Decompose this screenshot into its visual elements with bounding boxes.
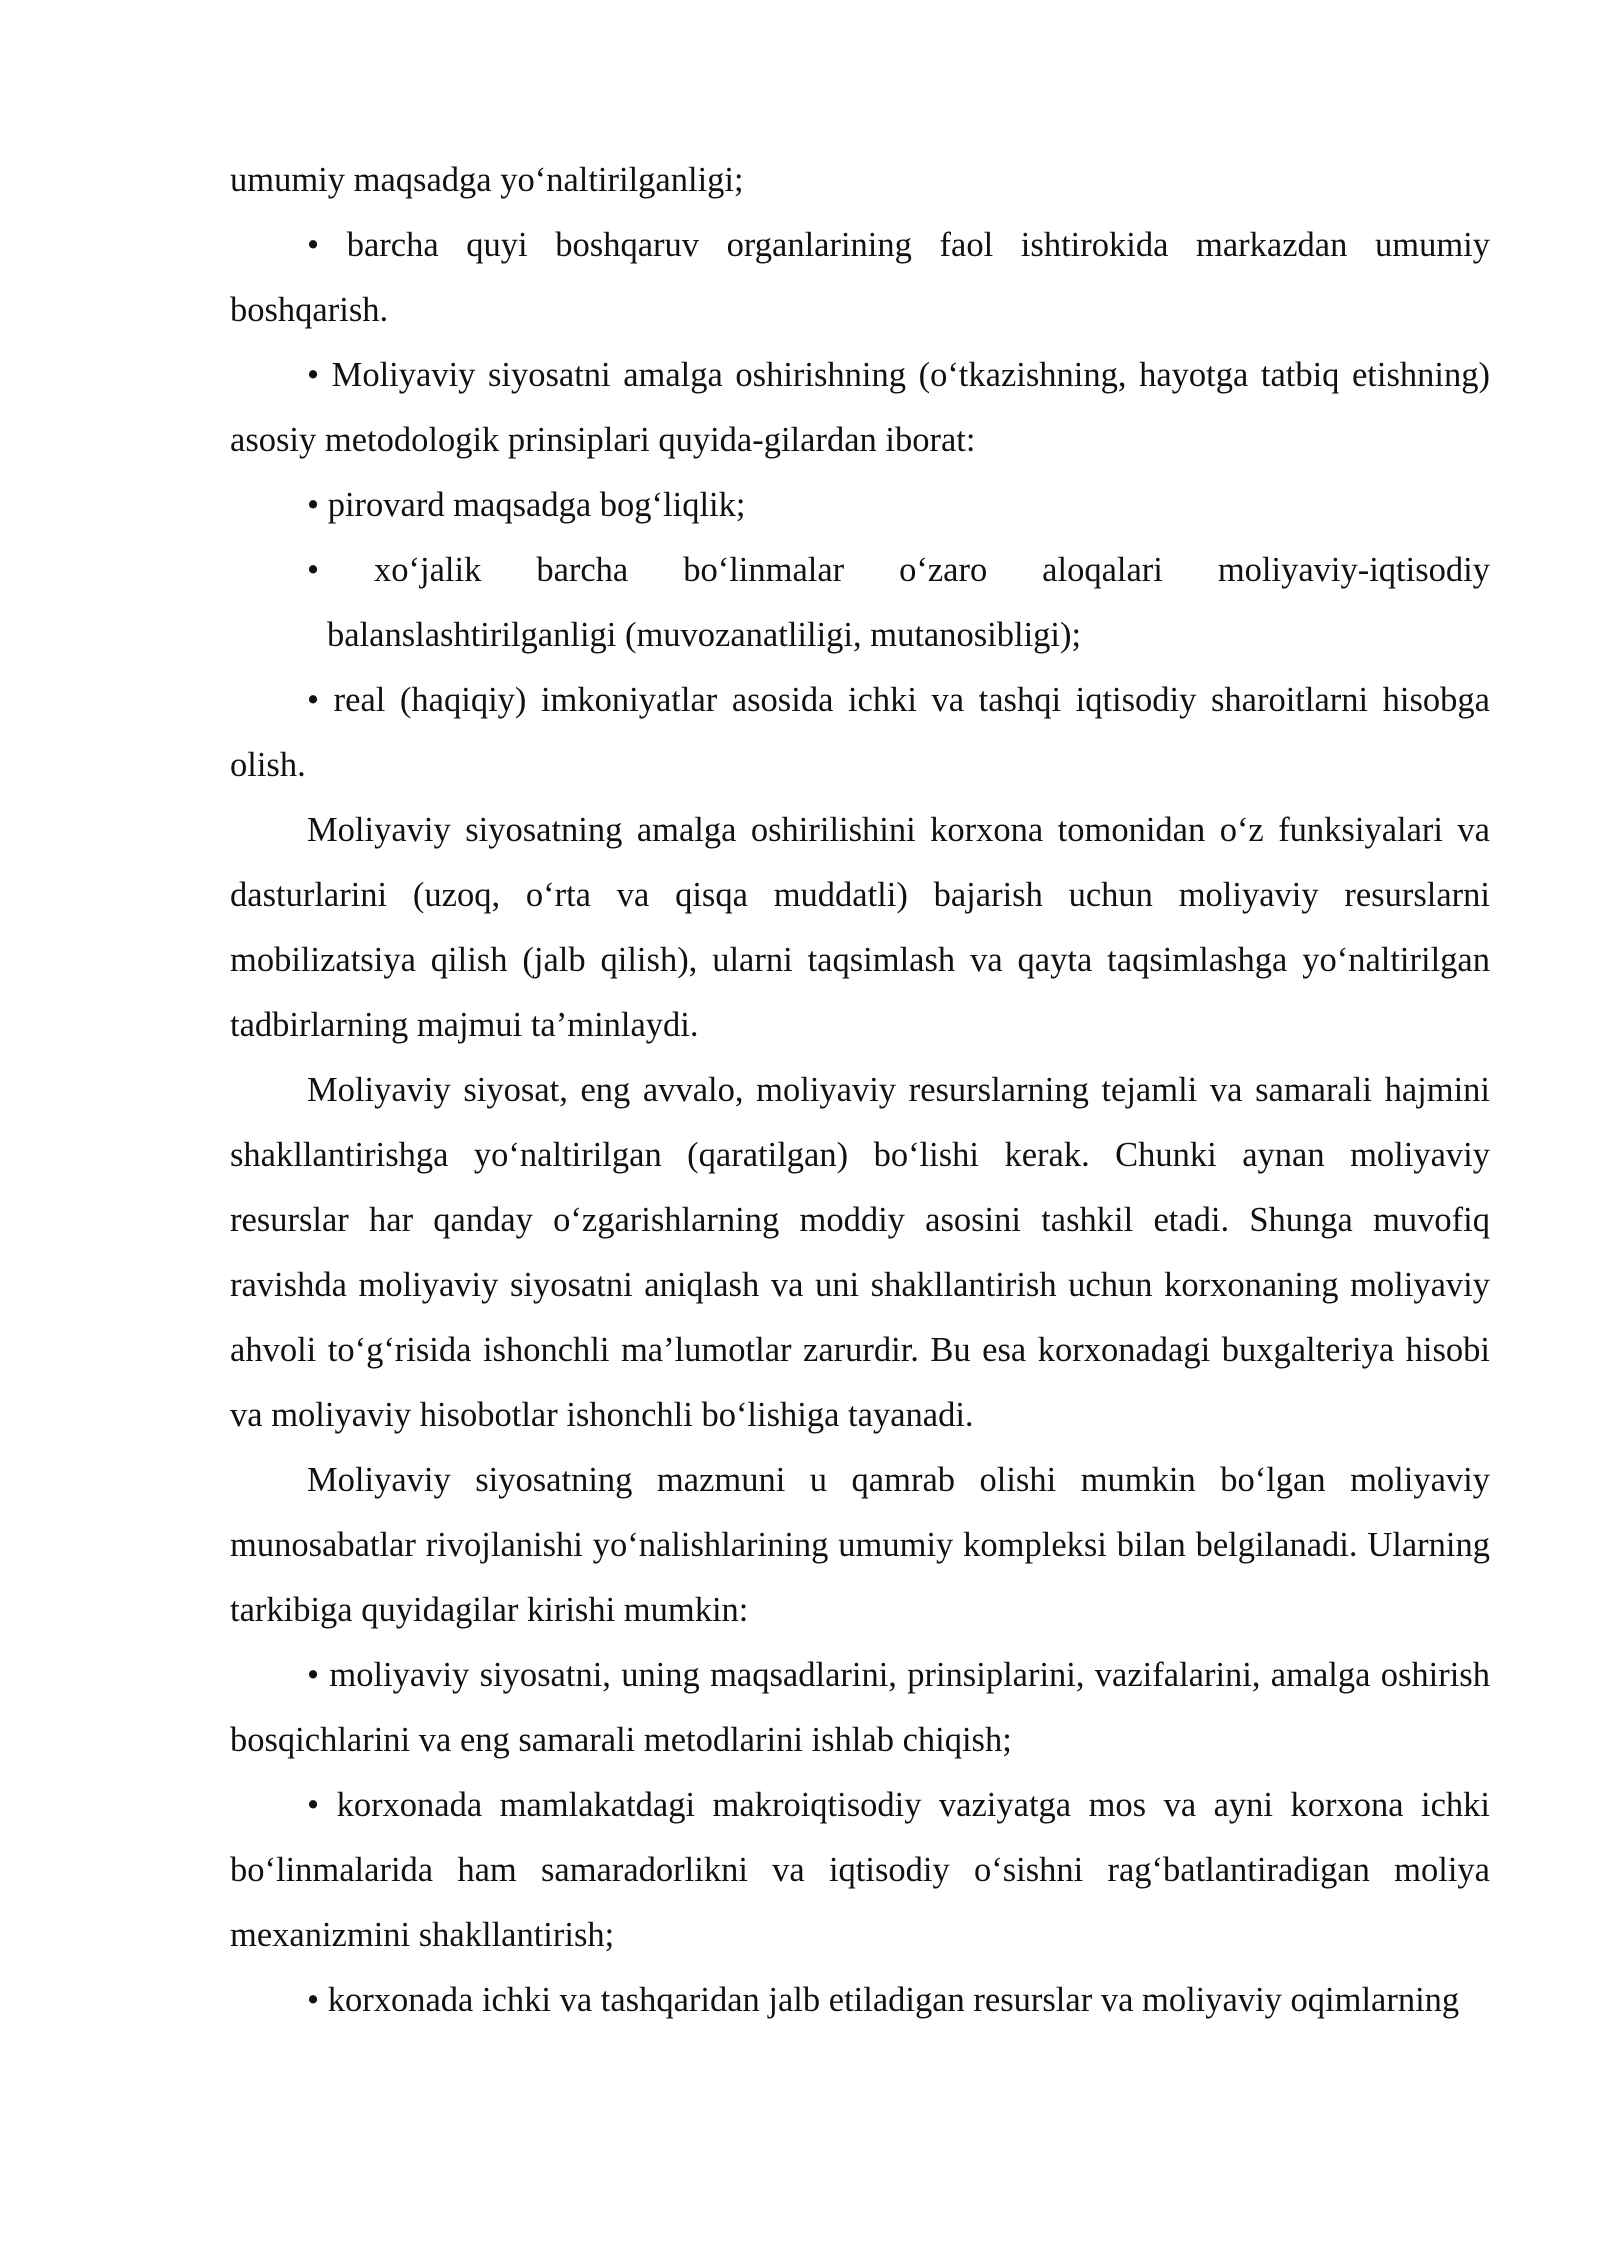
bullet-item: • xo‘jalik barcha bo‘linmalar o‘zaro aloqalari moliyaviy-iqtisodiy — [230, 538, 1490, 603]
bullet-item: • korxonada mamlakatdagi makroiqtisodiy vaziyatga mos va ayni korxona ichki bo‘linmalarida ham samaradorlikni va iqtisodiy o‘sishni rag‘batlantiradigan moliya mexanizmini shakllantirish; — [230, 1773, 1490, 1968]
bullet-item: • pirovard maqsadga bog‘liqlik; — [230, 473, 1490, 538]
paragraph: Moliyaviy siyosatning amalga oshirilishini korxona tomonidan o‘z funksiyalari va dasturlarini (uzoq, o‘rta va qisqa muddatli) bajarish uchun moliyaviy resurslarni mobilizatsiya qilish (jalb qilish), ularni taqsimlash va qayta taqsimlashga yo‘naltirilgan tadbirlarning majmui ta’minlaydi. — [230, 811, 1490, 1044]
bullet-item: • Moliyaviy siyosatni amalga oshirishning (o‘tkazishning, hayotga tatbiq etishning) asosiy metodologik prinsiplari quyida-gilardan iborat: — [230, 343, 1490, 473]
bullet-continuation: balanslashtirilganligi (muvozanatliligi, mutanosibligi); — [327, 616, 1082, 654]
bullet-item: • korxonada ichki va tashqaridan jalb etiladigan resurslar va moliyaviy oqimlarning — [230, 1968, 1490, 2033]
paragraph: Moliyaviy siyosatning mazmuni u qamrab olishi mumkin bo‘lgan moliyaviy munosabatlar rivojlanishi yo‘nalishlarining umumiy kompleksi bilan belgilanadi. Ularning tarkibiga quyidagilar kirishi mumkin: — [230, 1461, 1490, 1629]
paragraph: umumiy maqsadga yo‘naltirilganligi; — [230, 161, 744, 199]
document-body — [230, 148, 1490, 2033]
bullet-item: • barcha quyi boshqaruv organlarining faol ishtirokida markazdan umumiy boshqarish. — [230, 213, 1490, 343]
bullet-item: • moliyaviy siyosatni, uning maqsadlarini, prinsiplarini, vazifalarini, amalga oshirish bosqichlarini va eng samarali metodlarini ishlab chiqish; — [230, 1643, 1490, 1773]
bullet-item: • real (haqiqiy) imkoniyatlar asosida ichki va tashqi iqtisodiy sharoitlarni hisobga olish. — [230, 668, 1490, 798]
paragraph: Moliyaviy siyosat, eng avvalo, moliyaviy resurslarning tejamli va samarali hajmini shakllantirishga yo‘naltirilgan (qaratilgan) bo‘lishi kerak. Chunki aynan moliyaviy resurslar har qanday o‘zgarishlarning moddiy asosini tashkil etadi. Shunga muvofiq ravishda moliyaviy siyosatni aniqlash va uni shakllantirish uchun korxonaning moliyaviy ahvoli to‘g‘risida ishonchli ma’lumotlar zarurdir. Bu esa korxonadagi buxgalteriya hisobi va moliyaviy hisobotlar ishonchli bo‘lishiga tayanadi. — [230, 1071, 1490, 1434]
